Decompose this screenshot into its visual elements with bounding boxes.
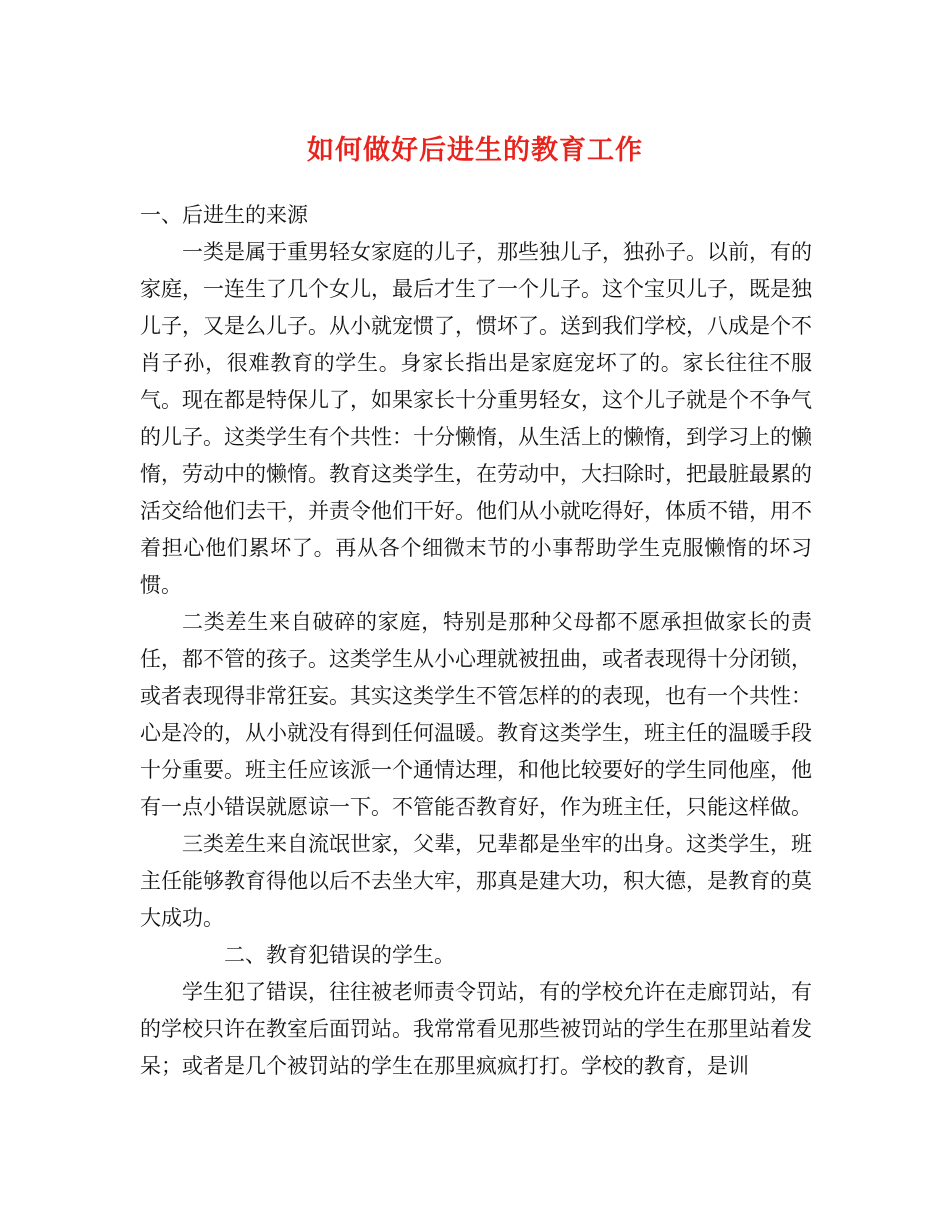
document-title: 如何做好后进生的教育工作 bbox=[307, 135, 643, 166]
paragraph-3: 三类差生来自流氓世家，父辈，兄辈都是坐牢的出身。这类学生，班主任能够教育得他以后不去坐大牢，那真是建大功，积大德，是教育的莫大成功。 bbox=[140, 832, 812, 930]
paragraph-4: 学生犯了错误，往往被老师责令罚站，有的学校允许在走廊罚站，有的学校只许在教室后面罚站。我常常看见那些被罚站的学生在那里站着发呆；或者是几个被罚站的学生在那里疯疯打打。学校的教育，是训 bbox=[140, 980, 812, 1078]
paragraph-2: 二类差生来自破碎的家庭，特别是那种父母都不愿承担做家长的责任，都不管的孩子。这类学生从小心理就被扭曲，或者表现得十分闭锁，或者表现得非常狂妄。其实这类学生不管怎样的的表现，也有一个共性：心是冷的，从小就没有得到任何温暖。教育这类学生，班主任的温暖手段十分重要。班主任应该派一个通情达理，和他比较要好的学生同他座，他有一点小错误就愿谅一下。不管能否教育好，作为班主任，只能这样做。 bbox=[140, 610, 812, 819]
section-heading-1: 一、后进生的来源 bbox=[140, 203, 308, 227]
paragraph-1: 一类是属于重男轻女家庭的儿子，那些独儿子，独孙子。以前，有的家庭，一连生了几个女儿，最后才生了一个儿子。这个宝贝儿子，既是独儿子，又是么儿子。从小就宠惯了，惯坏了。送到我们学校，八成是个不肖子孙，很难教育的学生。身家长指出是家庭宠坏了的。家长往往不服气。现在都是特保儿了，如果家长十分重男轻女，这个儿子就是个不争气的儿子。这类学生有个共性：十分懒惰，从生活上的懒惰，到学习上的懒惰，劳动中的懒惰。教育这类学生，在劳动中，大扫除时，把最脏最累的活交给他们去干，并责令他们干好。他们从小就吃得好，体质不错，用不着担心他们累坏了。再从各个细微末节的小事帮助学生克服懒惰的坏习惯。 bbox=[140, 240, 812, 597]
section-heading-2: 二、教育犯错误的学生。 bbox=[224, 943, 455, 967]
document-body bbox=[140, 197, 812, 1085]
